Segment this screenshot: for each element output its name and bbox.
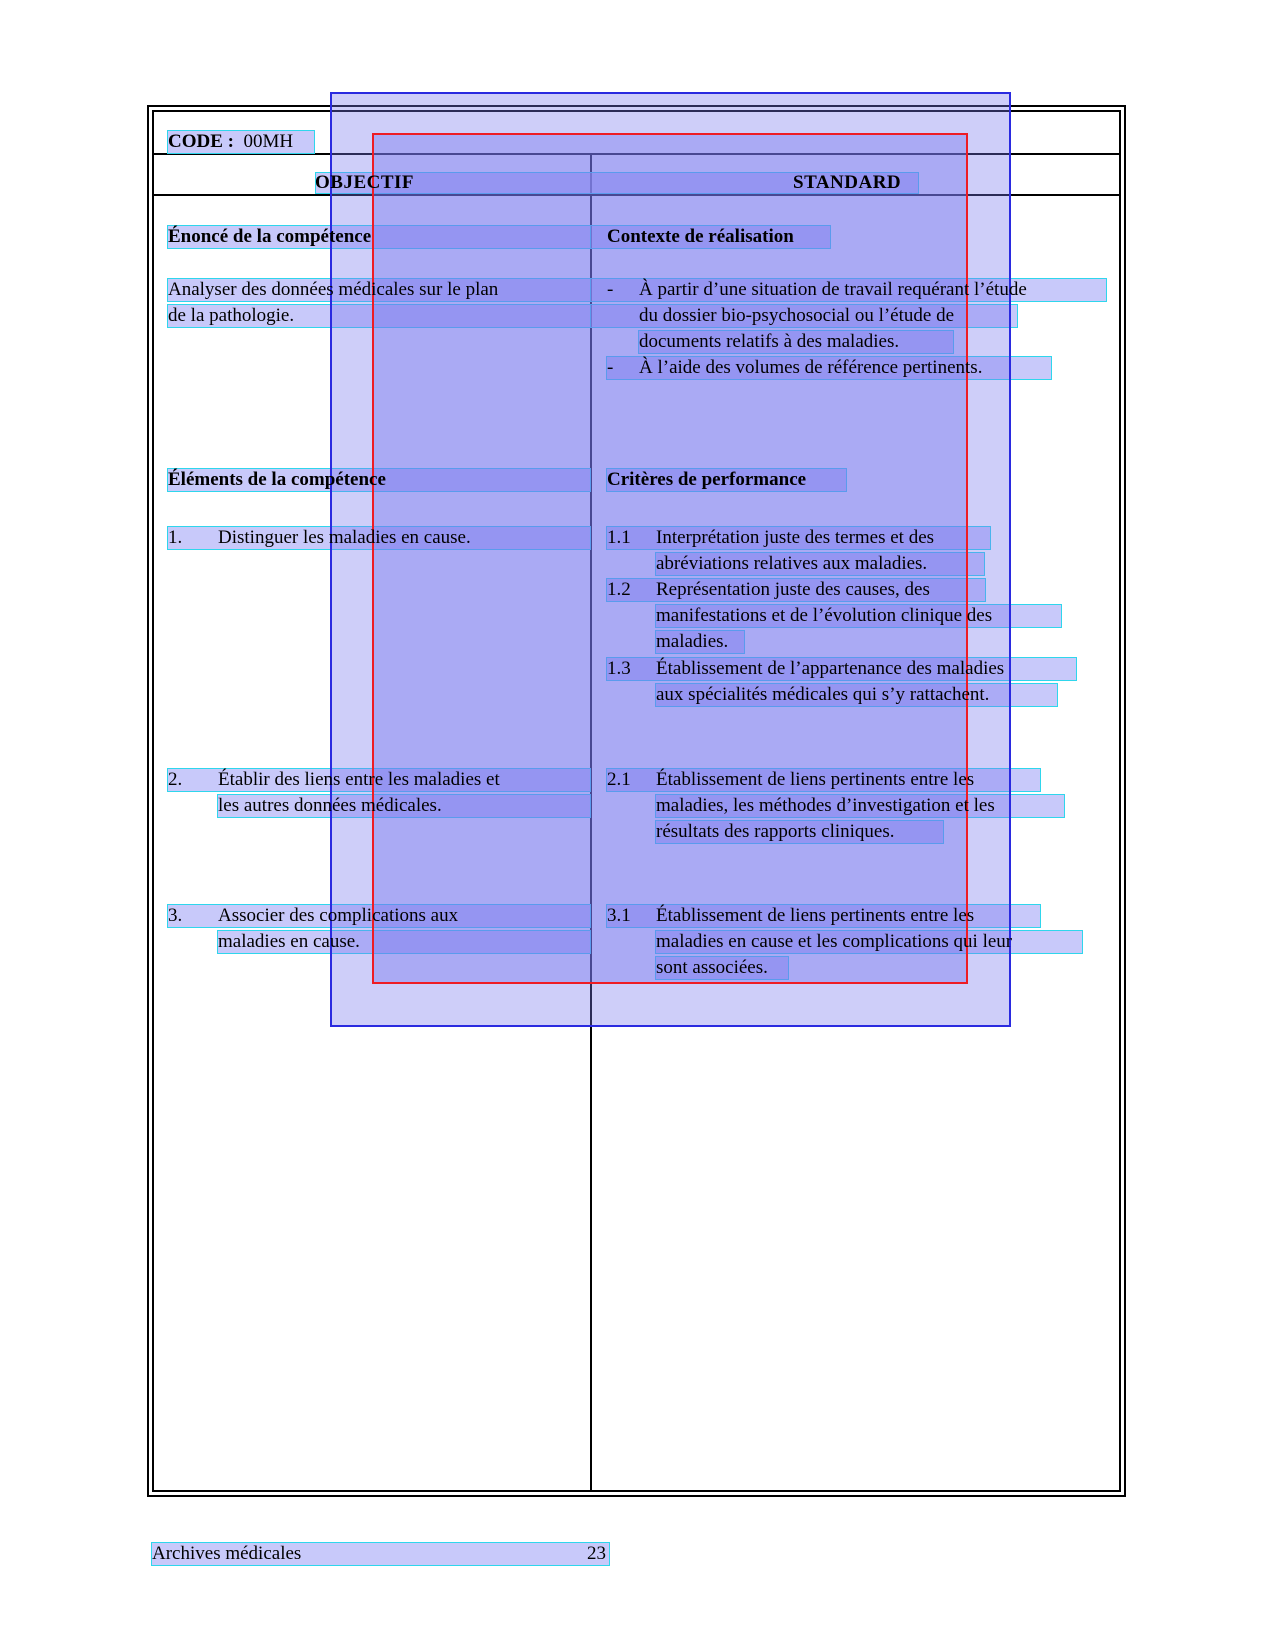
enonce-line-2: de la pathologie. [168, 305, 295, 326]
criteres-title: Critères de performance [607, 469, 807, 490]
element-3-num: 3. [168, 905, 183, 926]
critere-1-3-num: 1.3 [607, 658, 631, 679]
contexte-2-line-1: À l’aide des volumes de référence pertinents. [639, 357, 983, 378]
critere-1-2-line-2: manifestations et de l’évolution clinique des [656, 605, 993, 626]
element-2-line-2: les autres données médicales. [218, 795, 442, 816]
critere-1-1-line-1: Interprétation juste des termes et des [656, 527, 935, 548]
element-1-line-1: Distinguer les maladies en cause. [218, 527, 471, 548]
footer-title: Archives médicales [152, 1543, 302, 1564]
contexte-1-line-2: du dossier bio-psychosocial ou l’étude de [639, 305, 955, 326]
footer-page-number: 23 [587, 1543, 606, 1564]
critere-3-1-num: 3.1 [607, 905, 631, 926]
code-line: CODE : 00MH [168, 131, 294, 152]
element-2-num: 2. [168, 769, 183, 790]
element-1-num: 1. [168, 527, 183, 548]
critere-2-1-line-1: Établissement de liens pertinents entre les [656, 769, 975, 790]
critere-3-1-line-2: maladies en cause et les complications qui leur [656, 931, 1013, 952]
critere-2-1-line-3: résultats des rapports cliniques. [656, 821, 895, 842]
contexte-title: Contexte de réalisation [607, 226, 794, 247]
contexte-1-bullet: - [607, 279, 614, 300]
enonce-title: Énoncé de la compétence [168, 226, 372, 247]
element-2-line-1: Établir des liens entre les maladies et [218, 769, 500, 790]
element-3-line-2: maladies en cause. [218, 931, 360, 952]
critere-1-2-line-1: Représentation juste des causes, des [656, 579, 930, 600]
critere-1-2-num: 1.2 [607, 579, 631, 600]
critere-3-1-line-1: Établissement de liens pertinents entre les [656, 905, 975, 926]
contexte-1-line-3: documents relatifs à des maladies. [639, 331, 900, 352]
critere-2-1-line-2: maladies, les méthodes d’investigation et les [656, 795, 995, 816]
critere-3-1-line-3: sont associées. [656, 957, 768, 978]
elements-title: Éléments de la compétence [168, 469, 386, 490]
critere-1-2-line-3: maladies. [656, 631, 729, 652]
critere-1-3-line-2: aux spécialités médicales qui s’y rattachent. [656, 684, 990, 705]
header-standard: STANDARD [793, 172, 902, 193]
critere-2-1-num: 2.1 [607, 769, 631, 790]
enonce-line-1: Analyser des données médicales sur le plan [168, 279, 499, 300]
critere-1-1-line-2: abréviations relatives aux maladies. [656, 553, 928, 574]
critere-1-3-line-1: Établissement de l’appartenance des maladies [656, 658, 1005, 679]
contexte-2-bullet: - [607, 357, 614, 378]
critere-1-1-num: 1.1 [607, 527, 631, 548]
element-3-line-1: Associer des complications aux [218, 905, 459, 926]
header-objectif: OBJECTIF [315, 172, 415, 193]
contexte-1-line-1: À partir d’une situation de travail requérant l’étude [639, 279, 1027, 300]
